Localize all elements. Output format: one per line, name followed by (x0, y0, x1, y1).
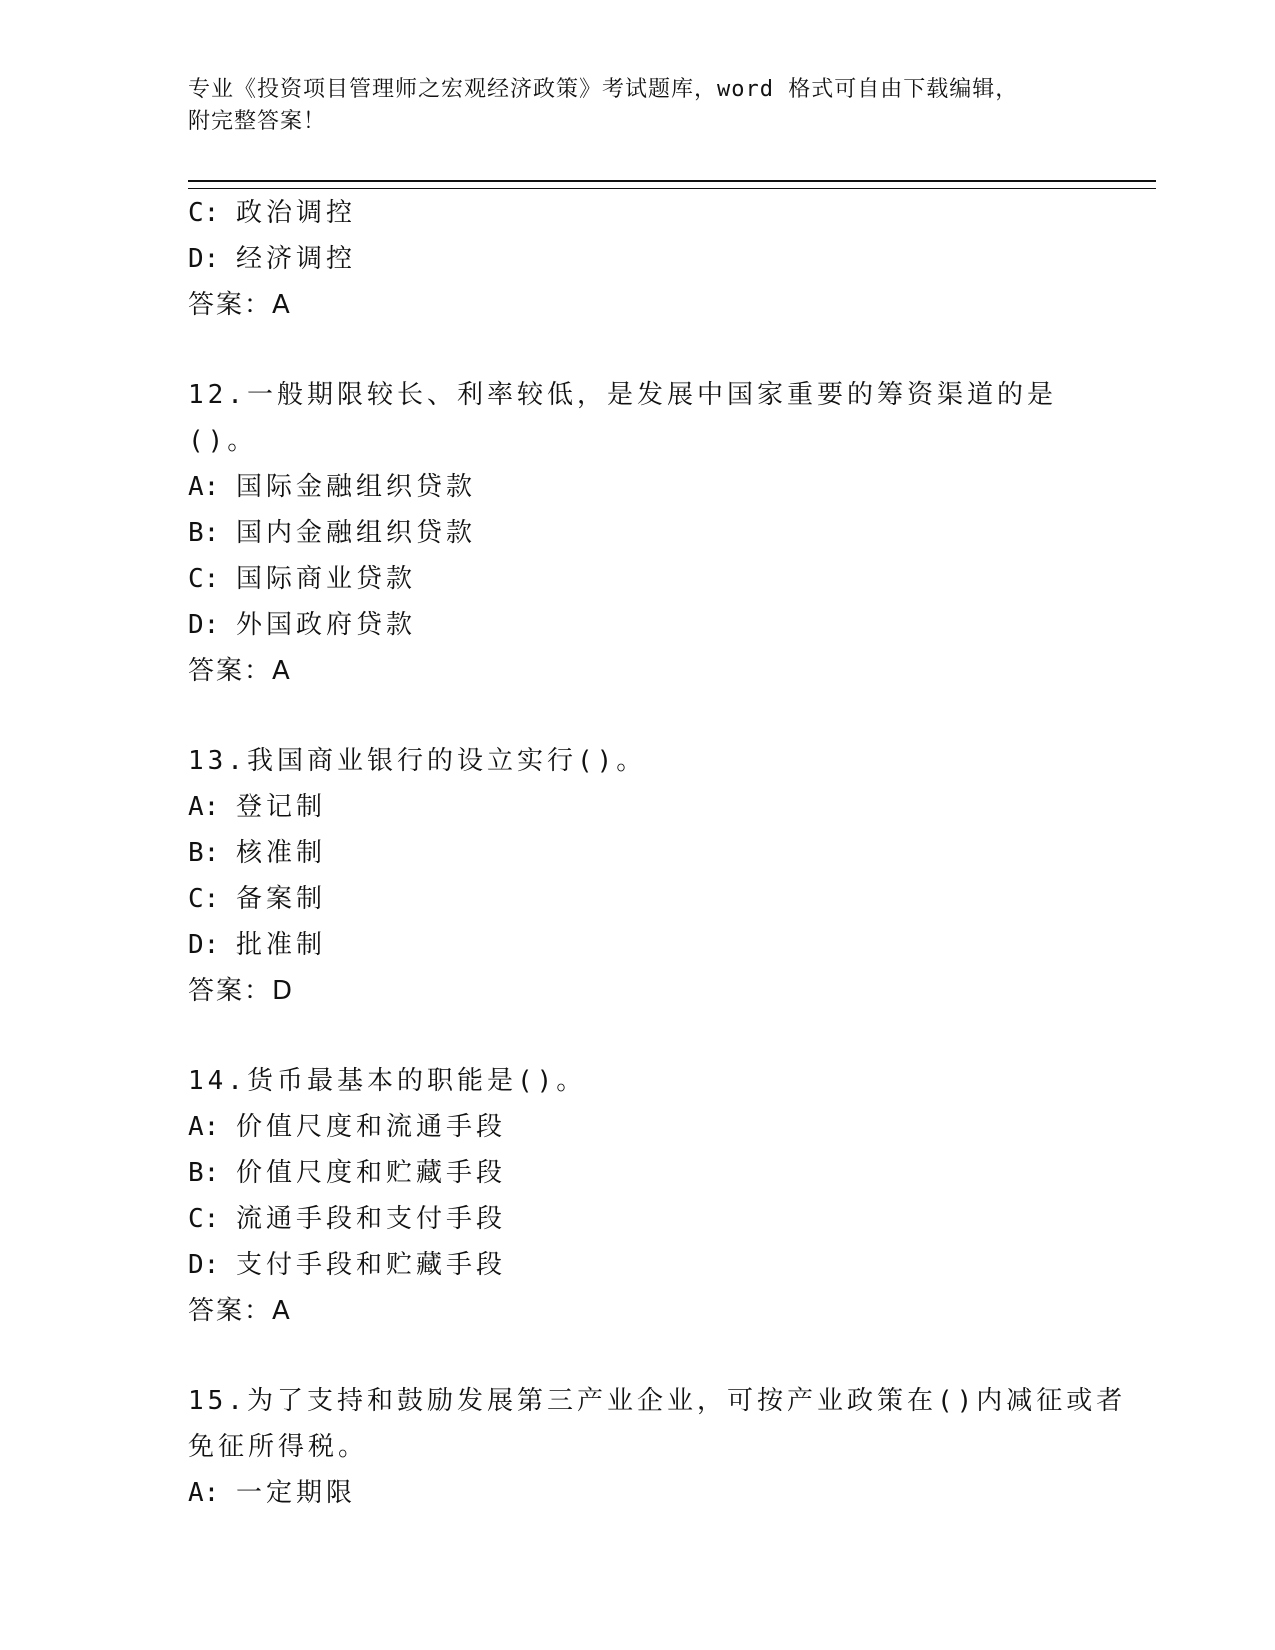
option-text: 国际金融组织贷款 (236, 472, 477, 502)
option-letter: A: (188, 1112, 220, 1142)
option-d (188, 236, 1108, 282)
question-stem: 14.货币最基本的职能是()。 (188, 1066, 587, 1096)
answer-line: 答案：D (188, 976, 295, 1006)
option-letter: D: (188, 930, 220, 960)
option-letter: C: (188, 198, 220, 228)
header-divider (188, 180, 1156, 189)
option-text: 国内金融组织贷款 (236, 518, 477, 548)
option-b (188, 830, 1108, 876)
answer-line: 答案：A (188, 656, 292, 686)
option-letter: D: (188, 610, 220, 640)
question-stem: 13.我国商业银行的设立实行()。 (188, 746, 647, 776)
question-stem-line-2: 免征所得税。 (188, 1432, 369, 1462)
question-list (188, 190, 1127, 1516)
option-c (188, 876, 1108, 922)
option-d (188, 1242, 1108, 1288)
question-stem-line-1: 15.为了支持和鼓励发展第三产业企业，可按产业政策在()内减征或者 (188, 1386, 1127, 1416)
option-letter: D: (188, 1250, 220, 1280)
answer-line: 答案：A (188, 290, 292, 320)
option-text: 流通手段和支付手段 (236, 1204, 507, 1234)
option-d (188, 922, 1108, 968)
document-header (188, 74, 1068, 138)
option-letter: B: (188, 838, 220, 868)
option-letter: C: (188, 1204, 220, 1234)
option-c (188, 190, 1108, 236)
option-letter: A: (188, 1478, 220, 1508)
option-text: 登记制 (236, 792, 327, 822)
option-text: 核准制 (236, 838, 327, 868)
option-b (188, 510, 1108, 556)
option-b (188, 1150, 1108, 1196)
option-text: 经济调控 (236, 244, 357, 274)
option-letter: B: (188, 1158, 220, 1188)
header-line-1: 专业《投资项目管理师之宏观经济政策》考试题库，word 格式可自由下载编辑， (188, 77, 1019, 102)
option-text: 国际商业贷款 (236, 564, 417, 594)
option-a (188, 784, 1108, 830)
option-a (188, 1470, 1108, 1516)
option-text: 批准制 (236, 930, 327, 960)
option-letter: C: (188, 564, 220, 594)
option-letter: A: (188, 472, 220, 502)
option-a (188, 464, 1108, 510)
option-d (188, 602, 1108, 648)
question-15 (188, 1378, 1127, 1516)
option-a (188, 1104, 1108, 1150)
option-text: 政治调控 (236, 198, 357, 228)
question-13 (188, 738, 1108, 1014)
question-14 (188, 1058, 1108, 1334)
option-text: 价值尺度和贮藏手段 (236, 1158, 507, 1188)
option-text: 外国政府贷款 (236, 610, 417, 640)
option-c (188, 1196, 1108, 1242)
option-text: 一定期限 (236, 1478, 357, 1508)
option-letter: C: (188, 884, 220, 914)
option-letter: D: (188, 244, 220, 274)
question-12 (188, 372, 1108, 694)
option-letter: A: (188, 792, 220, 822)
option-letter: B: (188, 518, 220, 548)
option-text: 支付手段和贮藏手段 (236, 1250, 507, 1280)
header-line-2: 附完整答案！ (188, 109, 327, 134)
question-stem: 12.一般期限较长、利率较低，是发展中国家重要的筹资渠道的是()。 (188, 380, 1057, 456)
question-11-continued (188, 190, 1108, 328)
option-text: 价值尺度和流通手段 (236, 1112, 507, 1142)
option-text: 备案制 (236, 884, 327, 914)
answer-line: 答案：A (188, 1296, 292, 1326)
option-c (188, 556, 1108, 602)
